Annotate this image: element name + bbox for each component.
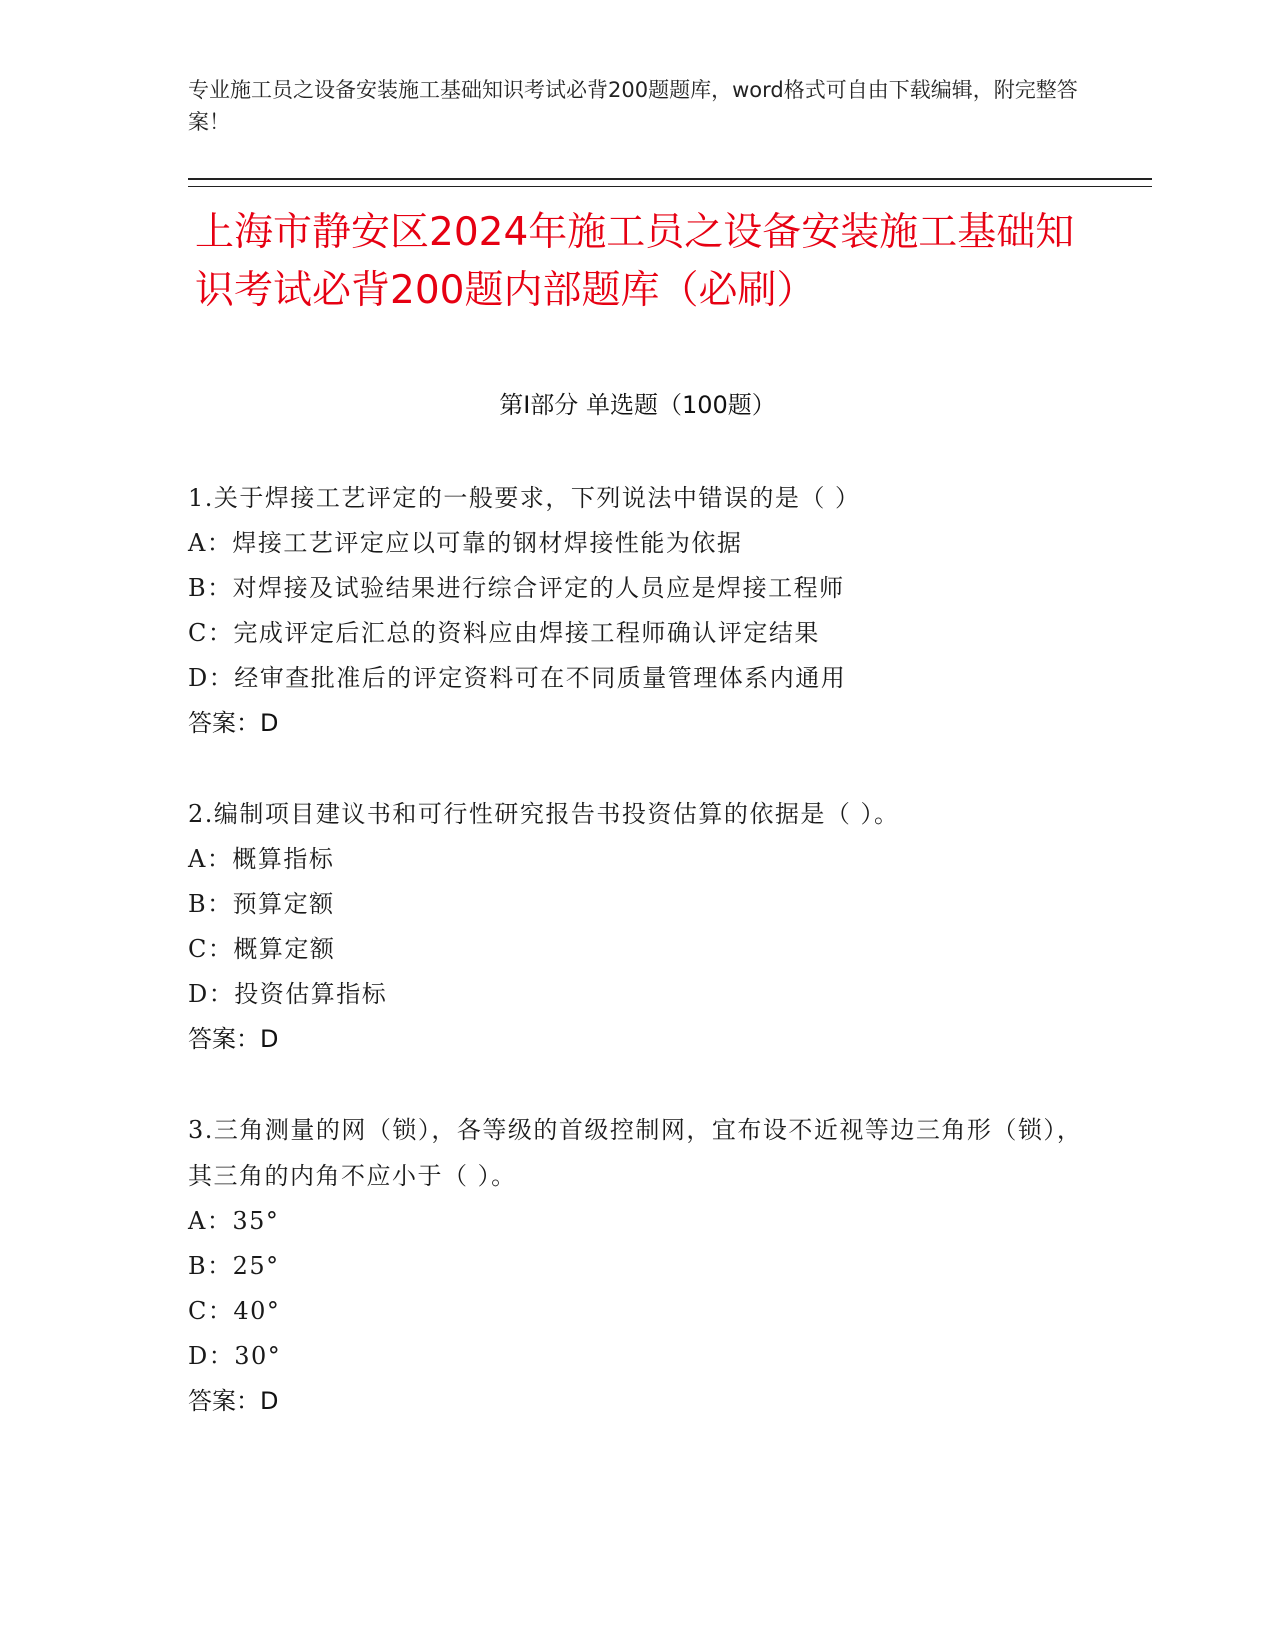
option-b: B：预算定额: [188, 890, 335, 918]
question-list: [188, 475, 1088, 1424]
question-text: 1.关于焊接工艺评定的一般要求，下列说法中错误的是（ ）: [188, 484, 861, 512]
option-b: B：对焊接及试验结果进行综合评定的人员应是焊接工程师: [188, 574, 845, 602]
question-text: 3.三角测量的网（锁），各等级的首级控制网，宜布设不近视等边三角形（锁），其三角的内角不应小于（ ）。: [188, 1116, 1083, 1190]
question-3: [188, 1107, 1088, 1424]
question-2: [188, 791, 1088, 1062]
question-text: 2.编制项目建议书和可行性研究报告书投资估算的依据是（ ）。: [188, 800, 900, 828]
answer-line: 答案：D: [188, 1387, 279, 1415]
header-note: 专业施工员之设备安装施工基础知识考试必背200题题库，word格式可自由下载编辑，附完整答案！: [188, 78, 1078, 134]
option-c: C：40°: [188, 1297, 281, 1325]
option-c: C：概算定额: [188, 935, 336, 963]
option-a: A：概算指标: [188, 845, 335, 873]
section-heading: 第Ⅰ部分 单选题（100题）: [499, 391, 776, 419]
document-title: 上海市静安区2024年施工员之设备安装施工基础知识考试必背200题内部题库（必刷）: [195, 210, 1075, 313]
question-1: [188, 475, 1088, 746]
option-d: D：经审查批准后的评定资料可在不同质量管理体系内通用: [188, 664, 847, 692]
option-a: A：焊接工艺评定应以可靠的钢材焊接性能为依据: [188, 529, 743, 557]
option-a: A：35°: [188, 1207, 280, 1235]
option-c: C：完成评定后汇总的资料应由焊接工程师确认评定结果: [188, 619, 820, 647]
option-b: B：25°: [188, 1252, 280, 1280]
option-d: D：投资估算指标: [188, 980, 388, 1008]
option-d: D：30°: [188, 1342, 282, 1370]
answer-line: 答案：D: [188, 709, 279, 737]
answer-line: 答案：D: [188, 1025, 279, 1053]
header-divider: [188, 178, 1152, 187]
